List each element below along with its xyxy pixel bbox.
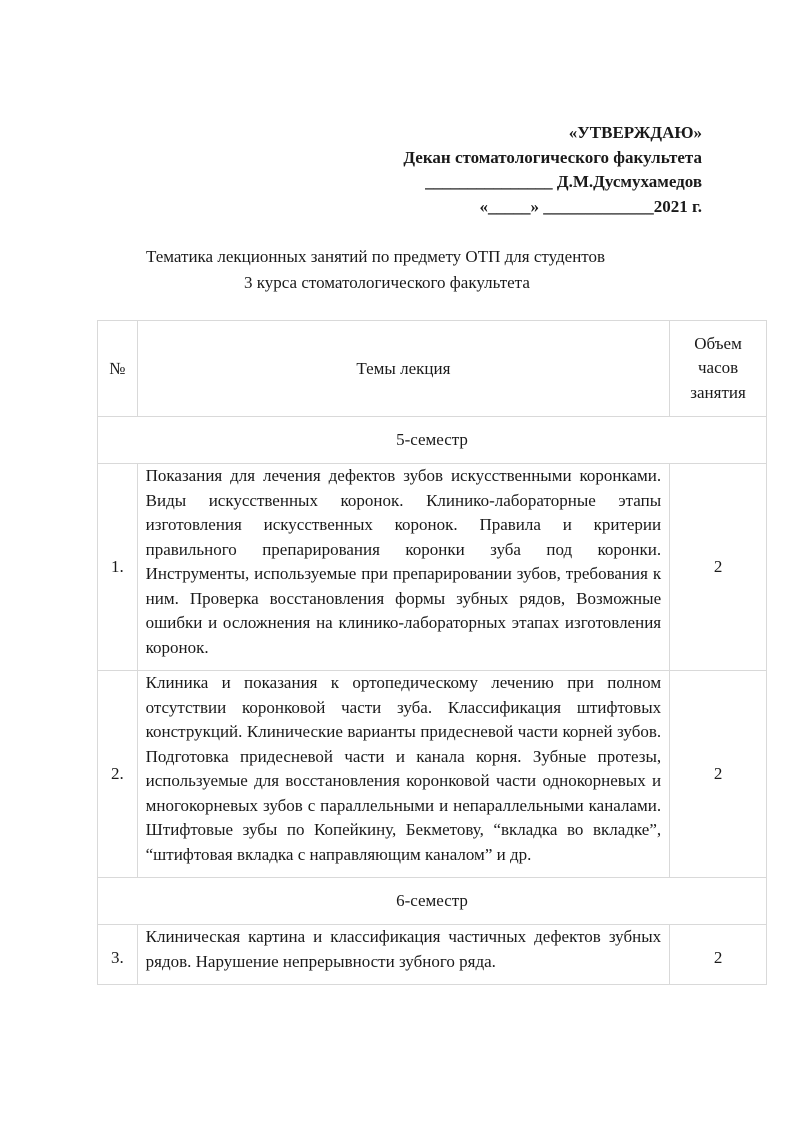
row-number: 1. xyxy=(98,464,138,671)
row-topic: Клиническая картина и классификация частичных дефектов зубных рядов. Нарушение непрерывности зубного ряда. xyxy=(137,925,669,985)
semester-5-label: 5-семестр xyxy=(98,417,767,464)
row-topic: Клиника и показания к ортопедическому лечению при полном отсутствии коронковой части зуба. Классификация штифтовых конструкций. Клинические варианты придесневой части корней зубов. Подготовка придесневой части и канала корня. Зубные протезы, используемые для восстановления коронковой части однокорневых и многокорневых зубов с параллельными и непараллельными каналами. Штифтовые зубы по Копейкину, Бекметову, “вкладка во вкладке”, “штифтовая вкладка с направляющим каналом” и др. xyxy=(137,671,669,878)
table-row xyxy=(98,925,767,985)
row-topic: Показания для лечения дефектов зубов искусственными коронками. Виды искусственных коронок. Клинико-лабораторные этапы изготовления искусственных коронок. Правила и критерии правильного препарирования коронки зуба под коронки. Инструменты, используемые при препарировании зубов, требования к ним. Проверка восстановления формы зубных рядов, Возможные ошибки и осложнения на клинико-лабораторных этапах изготовления коронок. xyxy=(137,464,669,671)
approval-heading: «УТВЕРЖДАЮ» xyxy=(568,123,702,142)
row-number: 3. xyxy=(98,925,138,985)
approval-block xyxy=(403,121,702,219)
header-topic: Темы лекция xyxy=(137,321,669,417)
header-hours: Объем часов занятия xyxy=(670,321,767,417)
row-hours: 2 xyxy=(670,671,767,878)
table-row xyxy=(98,671,767,878)
row-hours: 2 xyxy=(670,464,767,671)
page-bottom-margin xyxy=(0,1022,800,1131)
approval-date-line: «_____» _____________2021 г. xyxy=(479,196,702,216)
semester-row xyxy=(98,878,767,925)
row-hours: 2 xyxy=(670,925,767,985)
row-number: 2. xyxy=(98,671,138,878)
semester-6-label: 6-семестр xyxy=(98,878,767,925)
semester-row xyxy=(98,417,767,464)
approval-signature-line: _______________ Д.М.Дусмухамедов xyxy=(425,172,702,191)
approval-dean-title: Декан стоматологического факультета xyxy=(403,147,702,167)
document-title-line-2: 3 курса стоматологического факультета xyxy=(244,273,530,292)
table-header-row xyxy=(98,321,767,417)
document-title-line-1: Тематика лекционных занятий по предмету ОТП для студентов xyxy=(146,247,606,266)
table-row xyxy=(98,464,767,671)
header-number: № xyxy=(98,321,138,417)
lectures-table xyxy=(97,320,767,985)
